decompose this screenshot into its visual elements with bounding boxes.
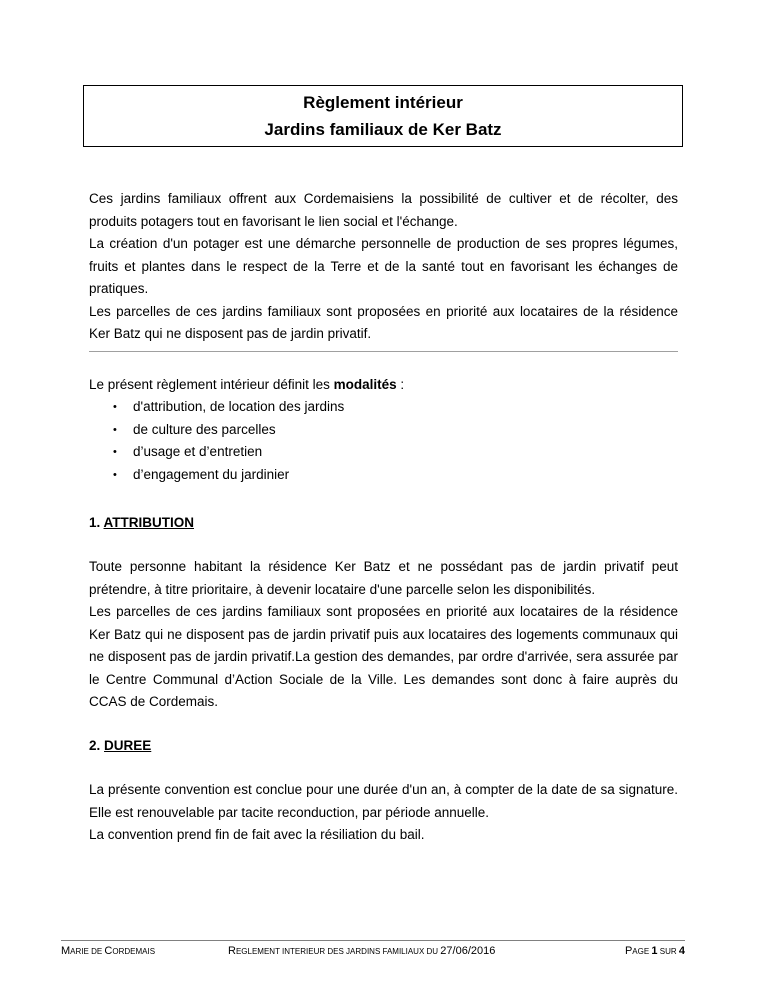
section-paragraph: La présente convention est conclue pour une durée d'un an, à compter de la date de sa signature. Elle est renouvelable par tacite reconduction, par période annuelle. [89,782,678,820]
footer-author: MARIE DE CORDEMAIS [61,945,156,957]
intro-text [89,188,678,346]
document-title-box [83,85,683,147]
bullet-icon: • [113,401,117,413]
section-paragraph: Les parcelles de ces jardins familiaux sont proposées en priorité aux locataires de la résidence Ker Batz qui ne disposent pas de jardin privatif puis aux locataires des logements communaux qui ne disposent pas de jardin privatif.La gestion des demandes, par ordre d'arrivée, sera assurée par le Centre Communal d’Action Sociale de la Ville. Les demandes sont donc à faire auprès du CCAS de Cordemais. [89,604,678,709]
section-divider [89,351,678,352]
modalites-list [89,396,344,486]
list-item: • de culture des parcelles [89,419,344,442]
list-item: • d’engagement du jardinier [89,464,344,487]
section-heading-duree: 2. DUREE [89,738,152,753]
section-paragraph: Toute personne habitant la résidence Ker Batz et ne possédant pas de jardin privatif peut prétendre, à titre prioritaire, à devenir locataire d'une parcelle selon les disponibilités. [89,559,678,597]
footer-page-number: PAGE 1 SUR 4 [624,945,685,957]
intro-paragraph: Ces jardins familiaux offrent aux Cordemaisiens la possibilité de cultiver et de récolter, des produits potagers tout en favorisant le lien social et l'échange. [89,191,678,229]
list-item: • d’usage et d’entretien [89,441,344,464]
bullet-icon: • [113,423,117,436]
section-heading-attribution: 1. ATTRIBUTION [89,515,195,530]
list-item: • d'attribution, de location des jardins [89,396,344,419]
footer-document-name: REGLEMENT INTERIEUR DES JARDINS FAMILIAUX DU 27/06/2016 [228,945,496,957]
intro-paragraph: Les parcelles de ces jardins familiaux sont proposées en priorité aux locataires de la résidence Ker Batz qui ne disposent pas de jardin privatif. [89,303,678,341]
footer-divider [61,940,685,941]
bullet-icon: • [113,468,117,481]
section-attribution-text [89,556,678,714]
document-subtitle: Jardins familiaux de Ker Batz [264,120,502,139]
bullet-icon: • [113,446,117,458]
intro-paragraph: La création d'un potager est une démarche personnelle de production de ses propres légumes, fruits et plantes dans le respect de la Terre et de la santé tout en favorisant les échanges de pratiques. [89,236,678,296]
section-paragraph: La convention prend fin de fait avec la résiliation du bail. [89,827,425,842]
document-title: Règlement intérieur [303,93,463,112]
modalites-intro: Le présent règlement intérieur définit les modalités : [89,377,405,392]
modalites-bold: modalités [333,377,397,392]
section-duree-text [89,779,678,847]
